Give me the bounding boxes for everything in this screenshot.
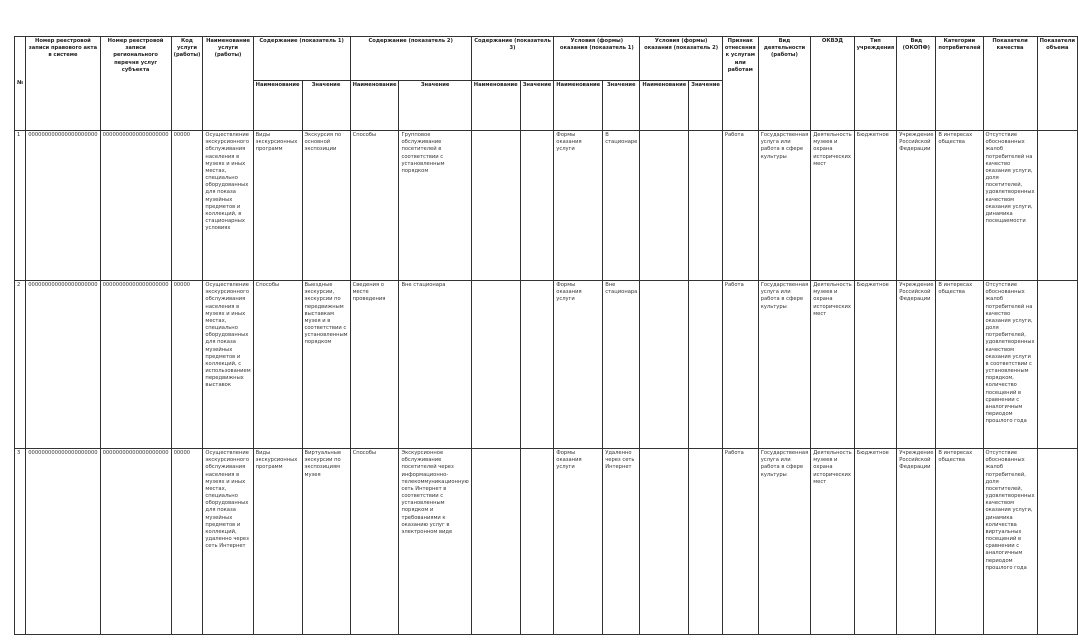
header-content3: Содержание (показатель 3) xyxy=(471,37,554,81)
header-type: Тип учреждения xyxy=(854,37,897,131)
cell-c1-name: Способы xyxy=(253,281,302,449)
cell-type: Бюджетное xyxy=(854,449,897,635)
cell-k1-name: Формы оказания услуги xyxy=(554,281,603,449)
cell-k2-name xyxy=(640,449,689,635)
header-reg-num-local: Номер реестровой записи регионального перечня услуг субъекта xyxy=(100,37,171,131)
cell-quality: Отсутствие обоснованных жалоб потребителей на качество оказания услуги, доля потребителей, удовлетворенных качеством оказания услуги в соответствии с установленным порядком, количество посещений в сравнении с аналогичным периодом прошлого года xyxy=(983,281,1037,449)
cell-service-name: Осуществление экскурсионного обслуживания населения в музеях и иных местах, специально оборудованных для показа музейных предметов и коллекций, в стационарных условиях xyxy=(203,131,253,281)
cell-activity: Государственная услуга или работа в сфере культуры xyxy=(758,449,811,635)
cell-volume xyxy=(1037,449,1077,635)
subheader-c3-name: Наименование xyxy=(471,81,520,131)
cell-c2-name: Способы xyxy=(350,131,399,281)
header-kind: Вид (ОКОПФ) xyxy=(897,37,936,131)
cell-c3-value xyxy=(520,281,554,449)
subheader-c2-value: Значение xyxy=(399,81,471,131)
cell-code: 00000 xyxy=(171,131,203,281)
cell-k2-name xyxy=(640,281,689,449)
cell-sign: Работа xyxy=(722,281,758,449)
header-volume: Показатели объема xyxy=(1037,37,1077,131)
cell-kind: Учреждение Российской Федерации xyxy=(897,449,936,635)
registry-sheet xyxy=(14,36,1078,635)
subheader-c1-value: Значение xyxy=(302,81,350,131)
cell-c2-value: Групповое обслуживание посетителей в соответствии с установленным порядком xyxy=(399,131,471,281)
cell-c2-name: Способы xyxy=(350,449,399,635)
cell-reg-num: 000000000000000000000 xyxy=(26,281,100,449)
cell-activity: Государственная услуга или работа в сфере культуры xyxy=(758,131,811,281)
cell-k1-value: Вне стационара xyxy=(603,281,640,449)
subheader-c2-name: Наименование xyxy=(350,81,399,131)
subheader-k2-value: Значение xyxy=(689,81,723,131)
cell-c2-value: Вне стационара xyxy=(399,281,471,449)
header-okved: ОКВЭД xyxy=(811,37,854,131)
cell-c3-name xyxy=(471,449,520,635)
cell-category: В интересах общества xyxy=(936,281,983,449)
cell-k1-name: Формы оказания услуги xyxy=(554,131,603,281)
cell-k2-value xyxy=(689,281,723,449)
header-sign: Признак отнесения к услугам или работам xyxy=(722,37,758,131)
subheader-k2-name: Наименование xyxy=(640,81,689,131)
cell-k1-value: В стационаре xyxy=(603,131,640,281)
cell-service-name: Осуществление экскурсионного обслуживания населения в музеях и иных местах, специально оборудованных для показа музейных предметов и коллекций, с использованием передвижных выставок xyxy=(203,281,253,449)
cell-volume xyxy=(1037,131,1077,281)
header-reg-num: Номер реестровой записи правового акта в системе xyxy=(26,37,100,131)
table-row xyxy=(15,131,1078,281)
cell-reg-num: 000000000000000000000 xyxy=(26,449,100,635)
cell-k2-value xyxy=(689,131,723,281)
table-row xyxy=(15,449,1078,635)
cell-volume xyxy=(1037,281,1077,449)
cell-num: 3 xyxy=(15,449,26,635)
cell-k2-name xyxy=(640,131,689,281)
cell-okved: Деятельность музеев и охрана исторических мест xyxy=(811,449,854,635)
header-category: Категории потребителей xyxy=(936,37,983,131)
cell-reg-num-local: 00000000000000000000 xyxy=(100,449,171,635)
cell-reg-num-local: 00000000000000000000 xyxy=(100,131,171,281)
cell-activity: Государственная услуга или работа в сфере культуры xyxy=(758,281,811,449)
cell-num: 1 xyxy=(15,131,26,281)
cell-c3-value xyxy=(520,131,554,281)
cell-reg-num: 000000000000000000000 xyxy=(26,131,100,281)
cell-quality: Отсутствие обоснованных жалоб потребителей на качество оказания услуги, доля посетителей, удовлетворенных качеством оказания услуги, динамика посещаемости xyxy=(983,131,1037,281)
cell-k1-value: Удаленно через сеть Интернет xyxy=(603,449,640,635)
subheader-c1-name: Наименование xyxy=(253,81,302,131)
registry-table xyxy=(14,36,1078,635)
cell-code: 00000 xyxy=(171,281,203,449)
subheader-c3-value: Значение xyxy=(520,81,554,131)
header-code: Код услуги (работы) xyxy=(171,37,203,131)
header-content1: Содержание (показатель 1) xyxy=(253,37,350,81)
cell-c2-value: Экскурсионное обслуживание посетителей через информационно-телекоммуникационную сеть Интернет в соответствии с установленным порядком и требованиями к оказанию услуг в электронном виде xyxy=(399,449,471,635)
cell-c2-name: Сведения о месте проведения xyxy=(350,281,399,449)
header-content2: Содержание (показатель 2) xyxy=(350,37,471,81)
cell-c1-value: Выездные экскурсии, экскурсии по передвижным выставкам музея и в соответствии с установленным порядком xyxy=(302,281,350,449)
subheader-k1-value: Значение xyxy=(603,81,640,131)
cell-sign: Работа xyxy=(722,131,758,281)
header-quality: Показатели качества xyxy=(983,37,1037,131)
cell-c1-name: Виды экскурсионных программ xyxy=(253,449,302,635)
cell-code: 00000 xyxy=(171,449,203,635)
cell-num: 2 xyxy=(15,281,26,449)
subheader-k1-name: Наименование xyxy=(554,81,603,131)
cell-okved: Деятельность музеев и охрана исторических мест xyxy=(811,131,854,281)
cell-type: Бюджетное xyxy=(854,281,897,449)
cell-c3-name xyxy=(471,281,520,449)
table-row xyxy=(15,281,1078,449)
cell-sign: Работа xyxy=(722,449,758,635)
cell-k2-value xyxy=(689,449,723,635)
cell-category: В интересах общества xyxy=(936,131,983,281)
cell-c3-name xyxy=(471,131,520,281)
header-activity: Вид деятельности (работы) xyxy=(758,37,811,131)
cell-kind: Учреждение Российской Федерации xyxy=(897,131,936,281)
cell-okved: Деятельность музеев и охрана исторических мест xyxy=(811,281,854,449)
cell-c1-value: Экскурсия по основной экспозиции xyxy=(302,131,350,281)
cell-service-name: Осуществление экскурсионного обслуживания населения в музеях и иных местах, специально оборудованных для показа музейных предметов и коллекций, удаленно через сеть Интернет xyxy=(203,449,253,635)
cell-c1-value: Виртуальные экскурсии по экспозициям музея xyxy=(302,449,350,635)
header-cond2: Условия (формы) оказания (показатель 2) xyxy=(640,37,723,81)
cell-kind: Учреждение Российской Федерации xyxy=(897,281,936,449)
cell-k1-name: Формы оказания услуги xyxy=(554,449,603,635)
header-num: № xyxy=(15,37,26,131)
cell-category: В интересах общества xyxy=(936,449,983,635)
cell-quality: Отсутствие обоснованных жалоб потребителей, доля посетителей, удовлетворенных качеством оказания услуги, динамика количества виртуальных посещений в сравнении с аналогичным периодом прошлого года xyxy=(983,449,1037,635)
header-cond1: Условия (формы) оказания (показатель 1) xyxy=(554,37,640,81)
cell-reg-num-local: 00000000000000000000 xyxy=(100,281,171,449)
header-service-name: Наименование услуги (работы) xyxy=(203,37,253,131)
cell-type: Бюджетное xyxy=(854,131,897,281)
cell-c1-name: Виды экскурсионных программ xyxy=(253,131,302,281)
cell-c3-value xyxy=(520,449,554,635)
